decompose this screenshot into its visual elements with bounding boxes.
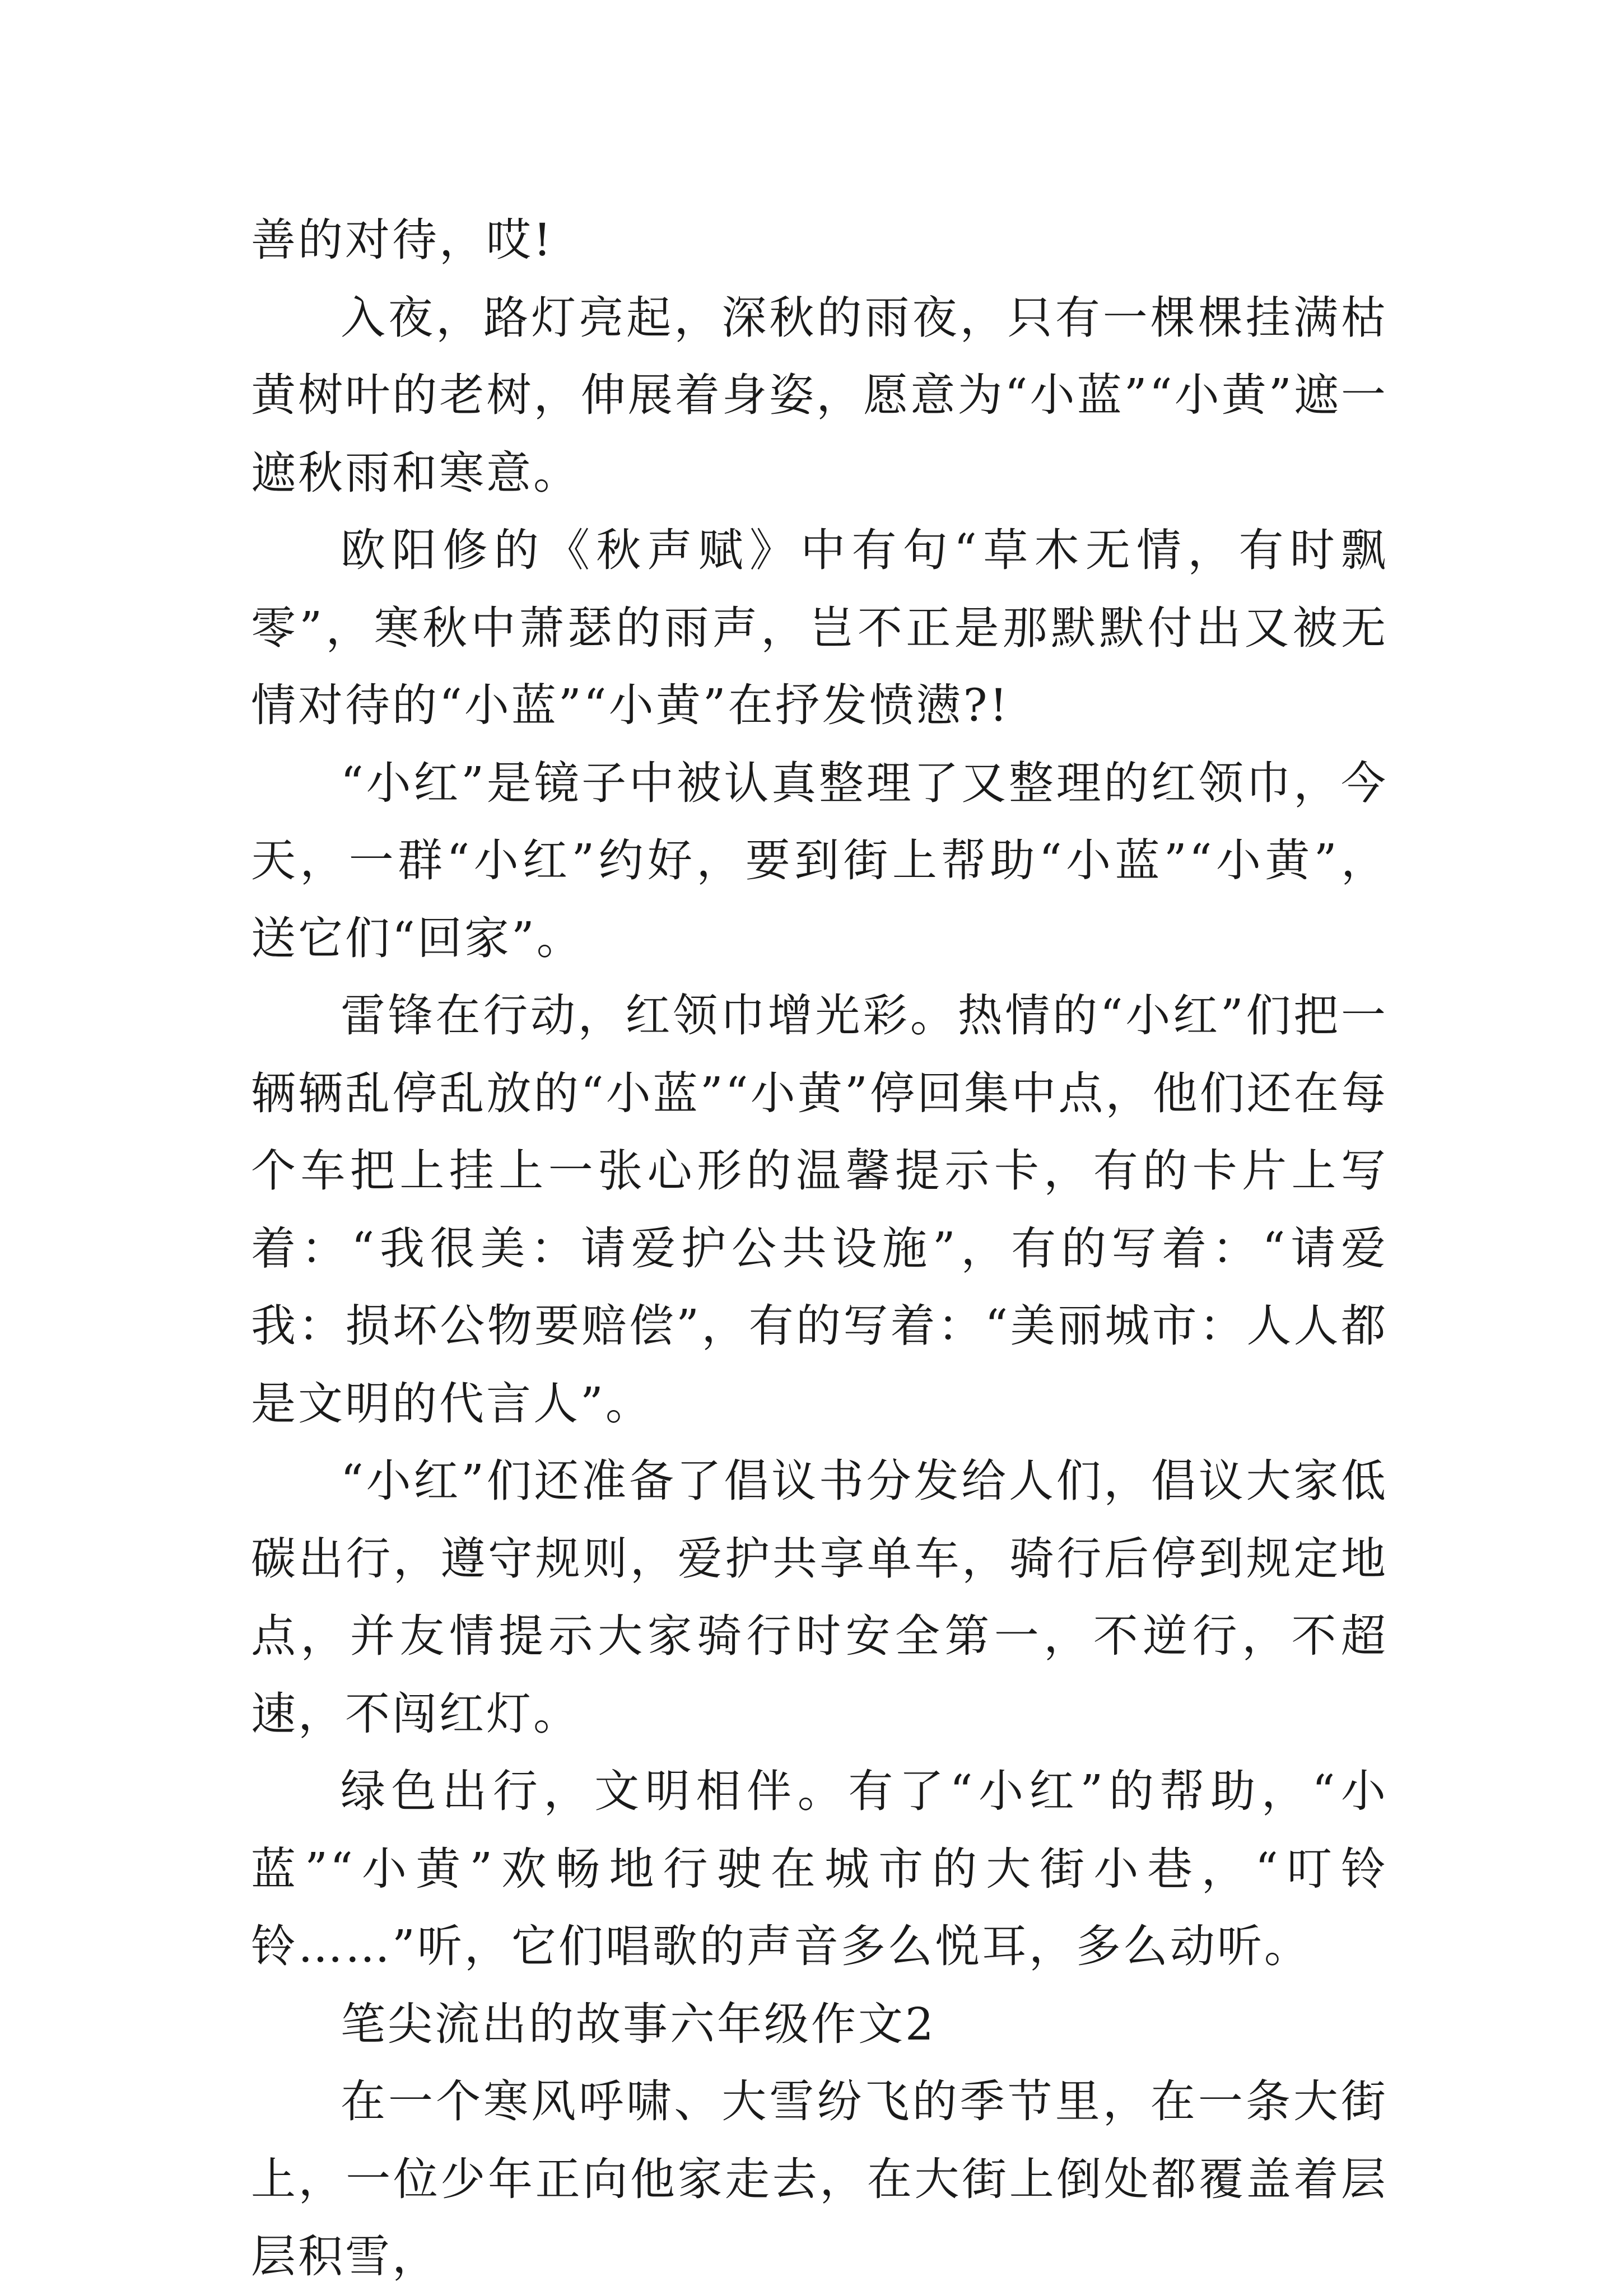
section-heading: 笔尖流出的故事六年级作文2 — [341, 1998, 936, 2050]
paragraph-continuation: 善的对待，哎! — [251, 214, 554, 266]
paragraph: 入夜，路灯亮起，深秋的雨夜，只有一棵棵挂满枯黄树叶的老树，伸展着身姿，愿意为“小蓝”“小黄”遮一遮秋雨和寒意。 — [251, 291, 1388, 499]
paragraph: 欧阳修的《秋声赋》中有句“草木无情，有时飘零”，寒秋中萧瑟的雨声，岂不正是那默默付出又被无情对待的“小蓝”“小黄”在抒发愤懑?! — [251, 524, 1388, 731]
paragraph: 在一个寒风呼啸、大雪纷飞的季节里，在一条大街上，一位少年正向他家走去，在大街上倒处都覆盖着层层积雪， — [251, 2075, 1388, 2283]
paragraph: “小红”们还准备了倡议书分发给人们，倡议大家低碳出行，遵守规则，爱护共享单车，骑行后停到规定地点，并友情提示大家骑行时安全第一，不逆行，不超速，不闯红灯。 — [251, 1455, 1388, 1740]
document-body — [251, 202, 1388, 2296]
paragraph: 绿色出行，文明相伴。有了“小红”的帮助，“小蓝”“小黄”欢畅地行驶在城市的大街小巷，“叮铃铃……”听，它们唱歌的声音多么悦耳，多么动听。 — [251, 1765, 1388, 1972]
paragraph: “小红”是镜子中被认真整理了又整理的红领巾，今天，一群“小红”约好，要到街上帮助“小蓝”“小黄”，送它们“回家”。 — [251, 757, 1388, 964]
paragraph: 雷锋在行动，红领巾增光彩。热情的“小红”们把一辆辆乱停乱放的“小蓝”“小黄”停回集中点，他们还在每个车把上挂上一张心形的温馨提示卡，有的卡片上写着：“我很美：请爱护公共设施”，有的写着：“请爱我：损坏公物要赔偿”，有的写着：“美丽城市：人人都是文明的代言人”。 — [251, 990, 1388, 1430]
